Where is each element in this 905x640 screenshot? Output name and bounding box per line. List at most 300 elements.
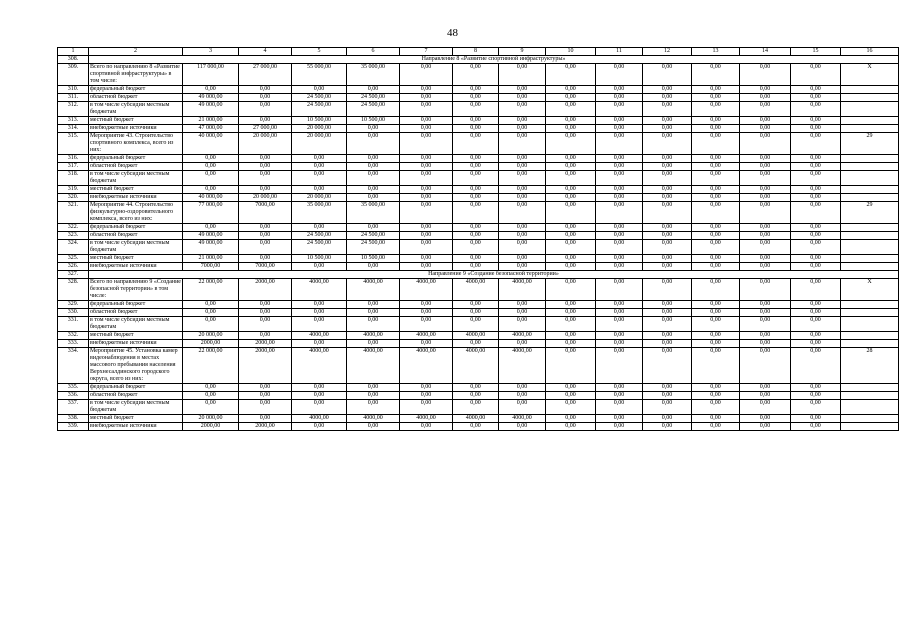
row-name: федеральный бюджет [89, 224, 183, 232]
value-cell: 0,00 [347, 194, 400, 202]
target-indicator-cell [841, 415, 899, 423]
row-name: местный бюджет [89, 117, 183, 125]
value-cell: 0,00 [791, 64, 841, 86]
value-cell: 0,00 [692, 301, 740, 309]
row-number: 313. [58, 117, 89, 125]
value-cell: 0,00 [643, 133, 692, 155]
value-cell: 0,00 [183, 171, 239, 186]
table-row [58, 332, 899, 340]
value-cell: 0,00 [499, 117, 546, 125]
value-cell: 0,00 [183, 309, 239, 317]
page-number: 48 [447, 27, 458, 39]
value-cell: 0,00 [292, 171, 347, 186]
table-row [58, 155, 899, 163]
value-cell: 0,00 [596, 133, 643, 155]
value-cell: 0,00 [740, 392, 791, 400]
value-cell: 117 000,00 [183, 64, 239, 86]
column-header: 8 [453, 48, 499, 56]
value-cell: 0,00 [791, 102, 841, 117]
row-number: 325. [58, 255, 89, 263]
table-row [58, 224, 899, 232]
value-cell: 0,00 [453, 301, 499, 309]
value-cell: 0,00 [740, 163, 791, 171]
value-cell: 0,00 [740, 102, 791, 117]
value-cell: 0,00 [596, 263, 643, 271]
value-cell: 0,00 [692, 202, 740, 224]
value-cell: 0,00 [692, 155, 740, 163]
value-cell: 20 000,00 [239, 133, 292, 155]
value-cell: 0,00 [546, 194, 596, 202]
value-cell: 0,00 [643, 155, 692, 163]
value-cell: 0,00 [453, 384, 499, 392]
value-cell: 0,00 [643, 202, 692, 224]
value-cell: 0,00 [546, 171, 596, 186]
value-cell: 40 000,00 [183, 133, 239, 155]
value-cell: 0,00 [499, 163, 546, 171]
value-cell: 0,00 [546, 340, 596, 348]
value-cell: 0,00 [347, 224, 400, 232]
value-cell: 0,00 [499, 232, 546, 240]
table-row [58, 423, 899, 431]
value-cell: 0,00 [740, 232, 791, 240]
value-cell: 0,00 [499, 155, 546, 163]
table-row [58, 309, 899, 317]
row-name: внебюджетные источники [89, 263, 183, 271]
value-cell: 0,00 [740, 423, 791, 431]
row-number: 312. [58, 102, 89, 117]
value-cell: 0,00 [643, 64, 692, 86]
value-cell: 0,00 [546, 400, 596, 415]
value-cell: 77 000,00 [183, 202, 239, 224]
value-cell: 0,00 [596, 309, 643, 317]
row-name: внебюджетные источники [89, 340, 183, 348]
value-cell: 0,00 [643, 384, 692, 392]
value-cell: 10 500,00 [292, 117, 347, 125]
value-cell: 0,00 [643, 94, 692, 102]
table-row [58, 94, 899, 102]
value-cell: 27 000,00 [239, 125, 292, 133]
value-cell: 0,00 [546, 133, 596, 155]
value-cell: 0,00 [740, 133, 791, 155]
value-cell: 0,00 [596, 117, 643, 125]
value-cell: 4000,00 [499, 348, 546, 384]
value-cell: 0,00 [453, 263, 499, 271]
table-row [58, 194, 899, 202]
value-cell: 4000,00 [400, 415, 453, 423]
value-cell: 2000,00 [239, 340, 292, 348]
value-cell: 0,00 [546, 155, 596, 163]
value-cell: 0,00 [347, 86, 400, 94]
value-cell: 0,00 [692, 194, 740, 202]
value-cell: 0,00 [546, 102, 596, 117]
value-cell: 0,00 [453, 186, 499, 194]
row-name: в том числе субсидии местным бюджетам [89, 171, 183, 186]
section-title: Направление 8 «Развитие спортивной инфраструктуры» [89, 56, 899, 64]
value-cell: 0,00 [453, 340, 499, 348]
value-cell: 0,00 [453, 163, 499, 171]
value-cell: 0,00 [347, 186, 400, 194]
value-cell: 4000,00 [453, 415, 499, 423]
value-cell: 0,00 [596, 332, 643, 340]
value-cell: 0,00 [740, 317, 791, 332]
value-cell: 0,00 [546, 423, 596, 431]
value-cell: 0,00 [692, 224, 740, 232]
row-name: Мероприятие 43. Строительство спортивного комплекса, всего из них: [89, 133, 183, 155]
value-cell: 0,00 [239, 232, 292, 240]
table-row [58, 255, 899, 263]
value-cell: 24 500,00 [292, 102, 347, 117]
value-cell: 0,00 [740, 171, 791, 186]
value-cell: 0,00 [499, 255, 546, 263]
value-cell: 0,00 [791, 263, 841, 271]
value-cell: 0,00 [643, 317, 692, 332]
row-number: 324. [58, 240, 89, 255]
value-cell: 0,00 [596, 171, 643, 186]
target-indicator-cell [841, 232, 899, 240]
row-name: внебюджетные источники [89, 194, 183, 202]
value-cell: 0,00 [499, 263, 546, 271]
value-cell: 0,00 [791, 340, 841, 348]
value-cell: 0,00 [183, 186, 239, 194]
value-cell: 0,00 [239, 317, 292, 332]
value-cell: 0,00 [546, 224, 596, 232]
section-row [58, 271, 899, 279]
value-cell: 0,00 [546, 263, 596, 271]
value-cell: 0,00 [740, 384, 791, 392]
value-cell: 0,00 [453, 194, 499, 202]
value-cell: 2000,00 [183, 423, 239, 431]
value-cell: 22 000,00 [183, 348, 239, 384]
value-cell: 0,00 [499, 194, 546, 202]
value-cell: 0,00 [692, 263, 740, 271]
value-cell: 0,00 [692, 163, 740, 171]
row-number: 335. [58, 384, 89, 392]
row-name: областной бюджет [89, 94, 183, 102]
value-cell: 0,00 [692, 340, 740, 348]
value-cell: 4000,00 [292, 332, 347, 340]
value-cell: 7000,00 [239, 263, 292, 271]
value-cell: 10 500,00 [292, 255, 347, 263]
row-name: местный бюджет [89, 186, 183, 194]
value-cell: 0,00 [183, 384, 239, 392]
row-number: 320. [58, 194, 89, 202]
value-cell: 0,00 [292, 163, 347, 171]
column-header: 11 [596, 48, 643, 56]
value-cell: 0,00 [596, 86, 643, 94]
table-row [58, 263, 899, 271]
value-cell: 0,00 [596, 340, 643, 348]
value-cell: 0,00 [692, 240, 740, 255]
value-cell: 49 000,00 [183, 102, 239, 117]
value-cell: 0,00 [400, 301, 453, 309]
value-cell: 55 000,00 [292, 64, 347, 86]
value-cell: 0,00 [643, 163, 692, 171]
value-cell: 0,00 [499, 309, 546, 317]
row-name: Всего по направлению 9 «Создание безопасной территории» в том числе: [90, 279, 181, 299]
value-cell: 0,00 [292, 392, 347, 400]
value-cell: 0,00 [292, 340, 347, 348]
table-row [58, 186, 899, 194]
row-name: в том числе субсидии местным бюджетам [89, 317, 183, 332]
value-cell: 0,00 [400, 125, 453, 133]
value-cell: 0,00 [596, 163, 643, 171]
value-cell: 0,00 [596, 94, 643, 102]
column-header: 6 [347, 48, 400, 56]
value-cell: 0,00 [546, 125, 596, 133]
value-cell: 0,00 [183, 400, 239, 415]
value-cell: 0,00 [347, 263, 400, 271]
row-number: 332. [58, 332, 89, 340]
value-cell: 0,00 [239, 392, 292, 400]
value-cell: 0,00 [596, 240, 643, 255]
value-cell: 0,00 [239, 240, 292, 255]
value-cell: 0,00 [292, 423, 347, 431]
value-cell: 20 000,00 [183, 332, 239, 340]
value-cell: 4000,00 [499, 279, 546, 301]
value-cell: 0,00 [692, 400, 740, 415]
value-cell: 0,00 [791, 240, 841, 255]
value-cell: 0,00 [596, 279, 643, 301]
target-indicator-cell [841, 194, 899, 202]
value-cell: 0,00 [643, 279, 692, 301]
value-cell: 0,00 [791, 400, 841, 415]
value-cell: 0,00 [596, 301, 643, 309]
value-cell: 0,00 [740, 309, 791, 317]
value-cell: 0,00 [400, 340, 453, 348]
value-cell: 7000,00 [239, 202, 292, 224]
row-name: областной бюджет [89, 309, 183, 317]
target-indicator-cell [841, 102, 899, 117]
value-cell: 0,00 [239, 309, 292, 317]
value-cell: 0,00 [400, 117, 453, 125]
value-cell: 0,00 [239, 400, 292, 415]
column-header: 14 [740, 48, 791, 56]
value-cell: 0,00 [239, 301, 292, 309]
value-cell: 0,00 [692, 348, 740, 384]
value-cell: 0,00 [453, 86, 499, 94]
value-cell: 4000,00 [347, 415, 400, 423]
table-row [58, 400, 899, 415]
row-number: 318. [58, 171, 89, 186]
value-cell: 21 000,00 [183, 255, 239, 263]
value-cell: 0,00 [239, 171, 292, 186]
value-cell: 0,00 [791, 309, 841, 317]
value-cell: 0,00 [643, 86, 692, 94]
value-cell: 0,00 [347, 171, 400, 186]
table-row [58, 232, 899, 240]
value-cell: 0,00 [347, 125, 400, 133]
value-cell: 0,00 [453, 255, 499, 263]
row-number: 310. [58, 86, 89, 94]
value-cell: 10 500,00 [347, 255, 400, 263]
target-indicator-cell: X [841, 279, 899, 301]
value-cell: 0,00 [292, 384, 347, 392]
row-number: 315. [58, 133, 89, 155]
value-cell: 4000,00 [453, 279, 499, 301]
value-cell: 0,00 [239, 117, 292, 125]
value-cell: 0,00 [499, 102, 546, 117]
value-cell: 0,00 [499, 133, 546, 155]
column-header: 15 [791, 48, 841, 56]
value-cell: 0,00 [692, 64, 740, 86]
value-cell: 0,00 [643, 423, 692, 431]
value-cell: 0,00 [692, 415, 740, 423]
value-cell: 0,00 [183, 86, 239, 94]
row-name: областной бюджет [89, 163, 183, 171]
value-cell: 0,00 [546, 384, 596, 392]
value-cell: 0,00 [643, 263, 692, 271]
value-cell: 0,00 [596, 255, 643, 263]
value-cell: 0,00 [292, 309, 347, 317]
row-number: 336. [58, 392, 89, 400]
column-header: 4 [239, 48, 292, 56]
row-name: в том числе субсидии местным бюджетам [89, 400, 183, 415]
value-cell: 0,00 [596, 186, 643, 194]
value-cell: 24 500,00 [292, 240, 347, 255]
value-cell: 0,00 [596, 400, 643, 415]
value-cell: 0,00 [596, 392, 643, 400]
row-number: 309. [58, 64, 89, 86]
table-row [58, 279, 899, 301]
value-cell: 0,00 [596, 194, 643, 202]
value-cell: 0,00 [400, 133, 453, 155]
value-cell: 0,00 [453, 224, 499, 232]
row-name: внебюджетные источники [89, 125, 183, 133]
value-cell: 4000,00 [292, 415, 347, 423]
value-cell: 0,00 [347, 163, 400, 171]
value-cell: 0,00 [239, 86, 292, 94]
row-number: 327. [58, 271, 89, 279]
value-cell: 0,00 [499, 94, 546, 102]
value-cell: 0,00 [643, 224, 692, 232]
value-cell: 0,00 [239, 224, 292, 232]
value-cell: 24 500,00 [347, 240, 400, 255]
value-cell: 4000,00 [499, 415, 546, 423]
value-cell: 0,00 [400, 155, 453, 163]
value-cell: 2000,00 [239, 423, 292, 431]
table-row [58, 171, 899, 186]
value-cell: 0,00 [499, 86, 546, 94]
value-cell: 0,00 [239, 415, 292, 423]
value-cell: 35 000,00 [347, 64, 400, 86]
target-indicator-cell: X [841, 64, 899, 86]
value-cell: 4000,00 [453, 332, 499, 340]
value-cell: 0,00 [791, 224, 841, 232]
target-indicator-cell [841, 423, 899, 431]
target-indicator-cell: 29 [841, 133, 899, 155]
value-cell: 0,00 [791, 163, 841, 171]
value-cell: 0,00 [740, 332, 791, 340]
value-cell: 0,00 [183, 155, 239, 163]
target-indicator-cell [841, 163, 899, 171]
value-cell: 0,00 [400, 317, 453, 332]
row-number: 308. [58, 56, 89, 64]
target-indicator-cell [841, 94, 899, 102]
value-cell: 0,00 [400, 392, 453, 400]
value-cell: 35 000,00 [347, 202, 400, 224]
table-row [58, 240, 899, 255]
value-cell: 27 000,00 [239, 64, 292, 86]
row-number: 316. [58, 155, 89, 163]
value-cell: 0,00 [239, 163, 292, 171]
row-name: Мероприятие 44. Строительство физкультурно-оздоровительного комплекса, всего из них: [89, 202, 183, 224]
value-cell: 24 500,00 [347, 232, 400, 240]
value-cell: 0,00 [740, 301, 791, 309]
value-cell: 0,00 [546, 86, 596, 94]
target-indicator-cell [841, 384, 899, 392]
value-cell: 0,00 [239, 186, 292, 194]
value-cell: 0,00 [740, 340, 791, 348]
value-cell: 0,00 [692, 125, 740, 133]
target-indicator-cell [841, 224, 899, 232]
value-cell: 0,00 [740, 125, 791, 133]
row-number: 314. [58, 125, 89, 133]
value-cell: 0,00 [791, 332, 841, 340]
value-cell: 0,00 [239, 255, 292, 263]
row-name: Всего по направлению 8 «Развитие спортивной инфраструктуры» в том числе: [89, 64, 183, 86]
target-indicator-cell [841, 240, 899, 255]
value-cell: 0,00 [347, 384, 400, 392]
value-cell: 0,00 [292, 155, 347, 163]
value-cell: 0,00 [643, 194, 692, 202]
row-number: 322. [58, 224, 89, 232]
value-cell: 21 000,00 [183, 117, 239, 125]
value-cell: 0,00 [740, 64, 791, 86]
value-cell: 4000,00 [400, 332, 453, 340]
value-cell: 0,00 [740, 400, 791, 415]
value-cell: 0,00 [740, 255, 791, 263]
header-row [58, 48, 899, 56]
value-cell: 0,00 [791, 117, 841, 125]
row-number: 323. [58, 232, 89, 240]
value-cell: 0,00 [546, 64, 596, 86]
value-cell: 0,00 [347, 340, 400, 348]
row-number: 330. [58, 309, 89, 317]
value-cell: 0,00 [347, 317, 400, 332]
value-cell: 0,00 [740, 86, 791, 94]
value-cell: 0,00 [643, 415, 692, 423]
value-cell: 0,00 [791, 415, 841, 423]
value-cell: 0,00 [740, 94, 791, 102]
value-cell: 0,00 [400, 224, 453, 232]
target-indicator-cell [841, 340, 899, 348]
value-cell: 4000,00 [400, 279, 453, 301]
value-cell: 0,00 [400, 186, 453, 194]
column-header: 9 [499, 48, 546, 56]
value-cell: 0,00 [546, 232, 596, 240]
value-cell: 0,00 [453, 155, 499, 163]
value-cell: 0,00 [596, 202, 643, 224]
row-name: федеральный бюджет [89, 301, 183, 309]
value-cell: 0,00 [400, 232, 453, 240]
value-cell: 0,00 [546, 392, 596, 400]
table-row [58, 415, 899, 423]
value-cell: 0,00 [453, 400, 499, 415]
value-cell: 0,00 [596, 102, 643, 117]
row-name: областной бюджет [89, 392, 183, 400]
value-cell: 0,00 [400, 94, 453, 102]
row-number: 317. [58, 163, 89, 171]
column-header: 12 [643, 48, 692, 56]
value-cell: 0,00 [453, 125, 499, 133]
value-cell: 0,00 [453, 392, 499, 400]
value-cell: 0,00 [400, 194, 453, 202]
value-cell: 0,00 [643, 171, 692, 186]
value-cell: 0,00 [791, 194, 841, 202]
row-number: 329. [58, 301, 89, 309]
value-cell: 0,00 [791, 317, 841, 332]
value-cell: 0,00 [791, 171, 841, 186]
